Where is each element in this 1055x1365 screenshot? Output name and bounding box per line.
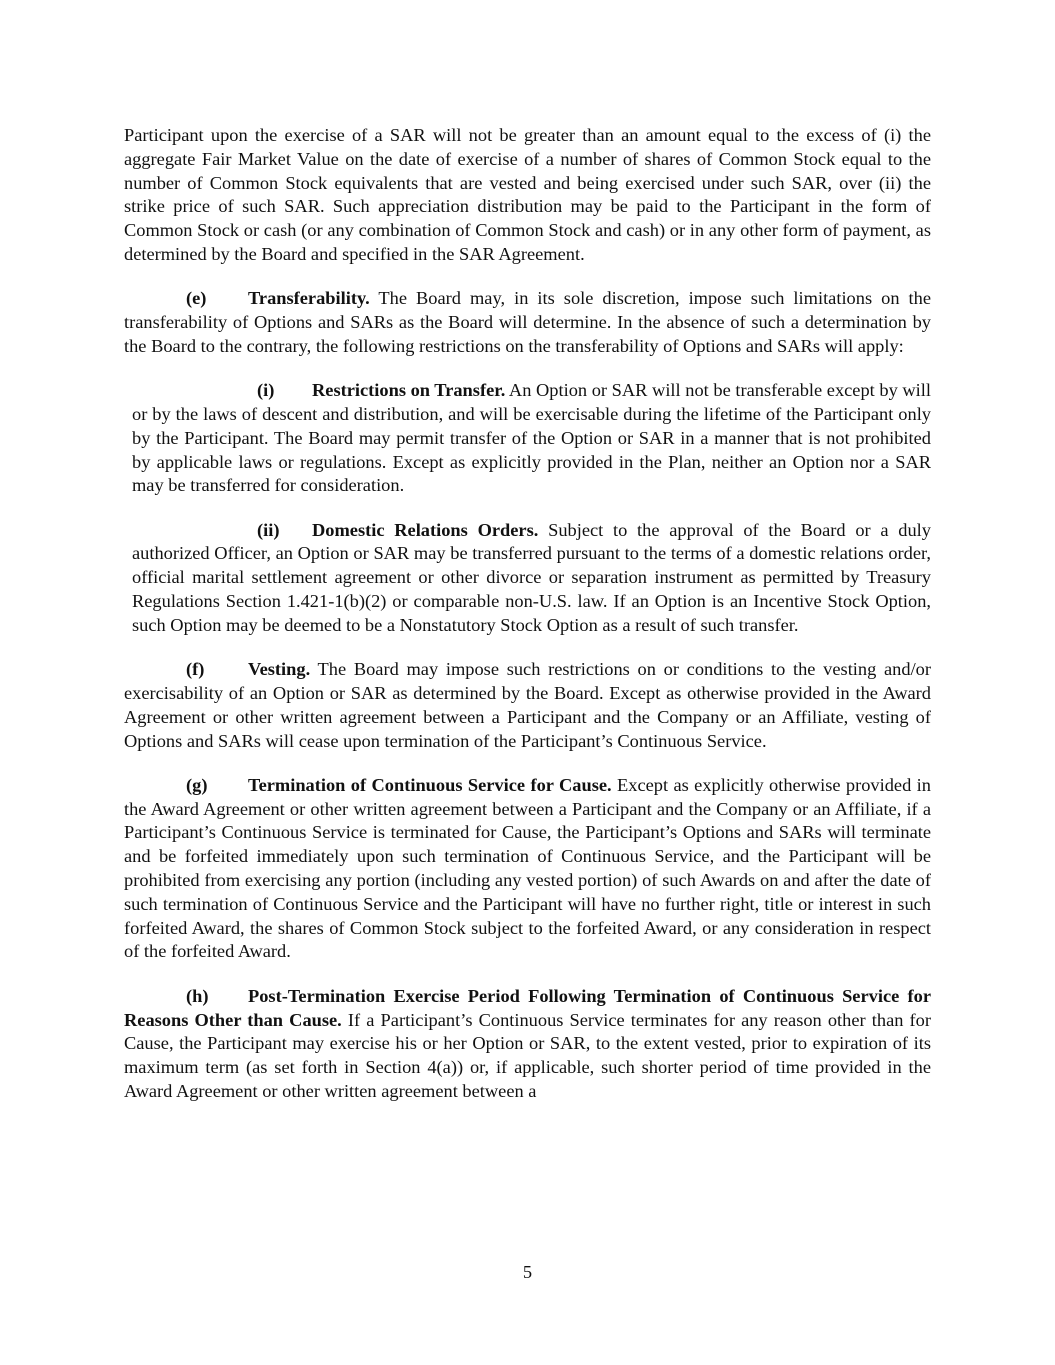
subsection-e-ii-domestic-relations-orders bbox=[132, 519, 931, 638]
section-heading: Termination of Continuous Service for Cause. bbox=[248, 774, 612, 795]
section-text: If a Participant’s Continuous Service terminates for any reason other than for Cause, the Participant may exercise his or her Option or SAR, to the extent vested, prior to expiration of its maximum term (as set forth in Section 4(a)) or, if applicable, such shorter period of time provided in the Award Agreement or other written agreement between a bbox=[124, 1009, 931, 1101]
section-text: The Board may impose such restrictions on or conditions to the vesting and/or exercisability of an Option or SAR as determined by the Board. Except as otherwise provided in the Award Agreement or other written agreement between a Participant and the Company or an Affiliate, vesting of Options and SARs will cease upon termination of the Participant’s Continuous Service. bbox=[124, 659, 931, 751]
section-heading: Transferability. bbox=[248, 288, 370, 309]
section-number: (e) bbox=[186, 288, 207, 309]
section-number: (h) bbox=[186, 985, 209, 1006]
section-text: Except as explicitly otherwise provided in the Award Agreement or other written agreement between a Participant and the Company or an Affiliate, if a Participant’s Continuous Service is terminated for Cause, the Participant’s Options and SARs will terminate and be forfeited immediately upon such termination of Continuous Service, and the Participant will be prohibited from exercising any portion (including any vested portion) of such Awards on and after the date of such termination of Continuous Service and the Participant will have no further right, title or interest in such forfeited Award, the shares of Common Stock subject to the forfeited Award, or any consideration in respect of the forfeited Award. bbox=[124, 774, 931, 962]
paragraph-continuation: Participant upon the exercise of a SAR will not be greater than an amount equal to the excess of (i) the aggregate Fair Market Value on the date of exercise of a number of shares of Common Stock equal to the number of Common Stock equivalents that are vested and being exercised under such SAR, over (ii) the strike price of such SAR. Such appreciation distribution may be paid to the Participant in the form of Common Stock or cash (or any combination of Common Stock and cash) or in any other form of payment, as determined by the Board and specified in the SAR Agreement. bbox=[124, 125, 931, 264]
subsection-number: (i) bbox=[257, 380, 275, 401]
section-number: (g) bbox=[186, 774, 208, 795]
section-e-transferability bbox=[124, 287, 931, 358]
section-heading: Post-Termination Exercise Period Following Termination of Continuous Service for Reasons Other than Cause. bbox=[124, 985, 931, 1030]
section-heading: Vesting. bbox=[248, 659, 311, 680]
subsection-heading: Restrictions on Transfer. bbox=[312, 380, 506, 401]
subsection-e-i-restrictions-on-transfer bbox=[132, 379, 931, 498]
subsection-text: An Option or SAR will not be transferable except by will or by the laws of descent and distribution, and will be exercisable during the lifetime of the Participant only by the Participant. The Board may permit transfer of the Option or SAR in a manner that is not prohibited by applicable laws or regulations. Except as explicitly provided in the Plan, neither an Option nor a SAR may be transferred for consideration. bbox=[132, 380, 931, 496]
section-text: The Board may, in its sole discretion, impose such limitations on the transferability of Options and SARs as the Board will determine. In the absence of such a determination by the Board to the contrary, the following restrictions on the transferability of Options and SARs will apply: bbox=[124, 288, 931, 356]
subsection-text: Subject to the approval of the Board or a duly authorized Officer, an Option or SAR may be transferred pursuant to the terms of a domestic relations order, official marital settlement agreement or other divorce or separation instrument as permitted by Treasury Regulations Section 1.421-1(b)(2) or comparable non-U.S. law. If an Option is an Incentive Stock Option, such Option may be deemed to be a Nonstatutory Stock Option as a result of such transfer. bbox=[132, 519, 931, 635]
section-f-vesting bbox=[124, 658, 931, 753]
section-number: (f) bbox=[186, 659, 205, 680]
section-h-post-termination-exercise-period bbox=[124, 985, 931, 1104]
document-page bbox=[124, 124, 931, 1124]
subsection-number: (ii) bbox=[257, 519, 280, 540]
section-g-termination-for-cause bbox=[124, 774, 931, 964]
subsection-heading: Domestic Relations Orders. bbox=[312, 519, 539, 540]
page-number: 5 bbox=[522, 1262, 533, 1282]
